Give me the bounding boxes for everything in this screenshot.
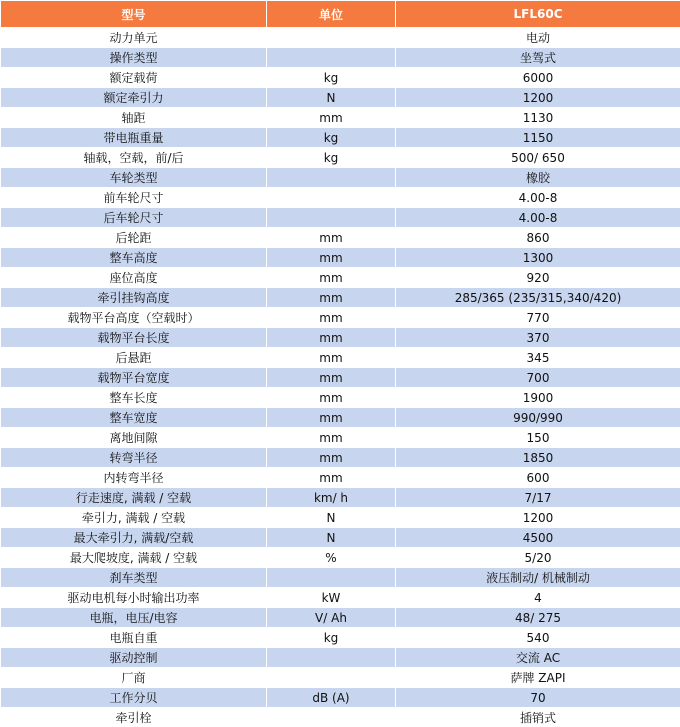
table-row bbox=[1, 628, 680, 648]
row-value-cell: 540 bbox=[396, 628, 680, 648]
row-name-cell: 额定牵引力 bbox=[1, 88, 267, 108]
header-row bbox=[1, 1, 680, 28]
table-row bbox=[1, 568, 680, 588]
table-row bbox=[1, 508, 680, 528]
row-value-cell: 345 bbox=[396, 348, 680, 368]
row-name-cell: 刹车类型 bbox=[1, 568, 267, 588]
row-value-cell: 920 bbox=[396, 268, 680, 288]
row-value-cell: 4500 bbox=[396, 528, 680, 548]
row-unit-cell bbox=[267, 48, 396, 68]
row-name-cell: 工作分贝 bbox=[1, 688, 267, 708]
row-unit-cell: mm bbox=[267, 268, 396, 288]
table-row bbox=[1, 428, 680, 448]
row-name-cell: 牵引力, 满载 / 空载 bbox=[1, 508, 267, 528]
row-unit-cell: % bbox=[267, 548, 396, 568]
table-row bbox=[1, 608, 680, 628]
row-name-cell: 最大爬坡度, 满载 / 空载 bbox=[1, 548, 267, 568]
row-unit-cell: dB (A) bbox=[267, 688, 396, 708]
row-unit-cell: kg bbox=[267, 628, 396, 648]
row-unit-cell: mm bbox=[267, 328, 396, 348]
table-row bbox=[1, 148, 680, 168]
spec-table-body bbox=[1, 28, 680, 727]
row-name-cell: 牵引栓 bbox=[1, 708, 267, 727]
table-row bbox=[1, 168, 680, 188]
table-row bbox=[1, 48, 680, 68]
table-row bbox=[1, 308, 680, 328]
row-value-cell: 150 bbox=[396, 428, 680, 448]
row-name-cell: 整车高度 bbox=[1, 248, 267, 268]
table-row bbox=[1, 408, 680, 428]
row-name-cell: 驱动电机每小时输出功率 bbox=[1, 588, 267, 608]
table-row bbox=[1, 688, 680, 708]
header-unit: 单位 bbox=[267, 1, 396, 28]
row-unit-cell: mm bbox=[267, 408, 396, 428]
row-value-cell: 1150 bbox=[396, 128, 680, 148]
row-unit-cell: mm bbox=[267, 348, 396, 368]
row-value-cell: 370 bbox=[396, 328, 680, 348]
row-unit-cell: mm bbox=[267, 108, 396, 128]
row-value-cell: 4 bbox=[396, 588, 680, 608]
row-unit-cell: mm bbox=[267, 388, 396, 408]
row-name-cell: 牵引挂钩高度 bbox=[1, 288, 267, 308]
row-name-cell: 轴载，空载，前/后 bbox=[1, 148, 267, 168]
row-unit-cell: kW bbox=[267, 588, 396, 608]
row-name-cell: 座位高度 bbox=[1, 268, 267, 288]
row-unit-cell: mm bbox=[267, 448, 396, 468]
row-name-cell: 载物平台高度（空载时） bbox=[1, 308, 267, 328]
row-unit-cell: N bbox=[267, 528, 396, 548]
table-row bbox=[1, 28, 680, 48]
row-name-cell: 动力单元 bbox=[1, 28, 267, 48]
row-name-cell: 整车宽度 bbox=[1, 408, 267, 428]
table-row bbox=[1, 248, 680, 268]
row-value-cell: 1850 bbox=[396, 448, 680, 468]
table-row bbox=[1, 348, 680, 368]
row-name-cell: 载物平台长度 bbox=[1, 328, 267, 348]
row-value-cell: 电动 bbox=[396, 28, 680, 48]
row-value-cell: 770 bbox=[396, 308, 680, 328]
row-value-cell: 285/365 (235/315,340/420) bbox=[396, 288, 680, 308]
table-row bbox=[1, 188, 680, 208]
row-value-cell: 液压制动/ 机械制动 bbox=[396, 568, 680, 588]
spec-table-header bbox=[1, 1, 680, 28]
row-value-cell: 1300 bbox=[396, 248, 680, 268]
row-unit-cell bbox=[267, 188, 396, 208]
table-row bbox=[1, 68, 680, 88]
row-unit-cell bbox=[267, 28, 396, 48]
row-value-cell: 4.00-8 bbox=[396, 188, 680, 208]
row-unit-cell bbox=[267, 708, 396, 727]
row-value-cell: 600 bbox=[396, 468, 680, 488]
row-unit-cell: mm bbox=[267, 248, 396, 268]
table-row bbox=[1, 448, 680, 468]
row-value-cell: 700 bbox=[396, 368, 680, 388]
row-unit-cell: mm bbox=[267, 288, 396, 308]
row-unit-cell bbox=[267, 648, 396, 668]
row-unit-cell: km/ h bbox=[267, 488, 396, 508]
table-row bbox=[1, 528, 680, 548]
row-name-cell: 整车长度 bbox=[1, 388, 267, 408]
row-unit-cell: mm bbox=[267, 468, 396, 488]
row-value-cell: 500/ 650 bbox=[396, 148, 680, 168]
row-name-cell: 轴距 bbox=[1, 108, 267, 128]
row-name-cell: 带电瓶重量 bbox=[1, 128, 267, 148]
table-row bbox=[1, 668, 680, 688]
table-row bbox=[1, 588, 680, 608]
row-value-cell: 1200 bbox=[396, 508, 680, 528]
row-value-cell: 48/ 275 bbox=[396, 608, 680, 628]
row-name-cell: 转弯半径 bbox=[1, 448, 267, 468]
row-name-cell: 后悬距 bbox=[1, 348, 267, 368]
row-name-cell: 电瓶自重 bbox=[1, 628, 267, 648]
row-value-cell: 橡胶 bbox=[396, 168, 680, 188]
row-value-cell: 6000 bbox=[396, 68, 680, 88]
header-value: LFL60C bbox=[396, 1, 680, 28]
row-name-cell: 行走速度, 满载 / 空载 bbox=[1, 488, 267, 508]
row-name-cell: 前车轮尺寸 bbox=[1, 188, 267, 208]
table-row bbox=[1, 368, 680, 388]
row-value-cell: 插销式 bbox=[396, 708, 680, 727]
row-value-cell: 坐驾式 bbox=[396, 48, 680, 68]
row-value-cell: 1130 bbox=[396, 108, 680, 128]
row-name-cell: 厂商 bbox=[1, 668, 267, 688]
row-value-cell: 1200 bbox=[396, 88, 680, 108]
table-row bbox=[1, 128, 680, 148]
table-row bbox=[1, 488, 680, 508]
row-unit-cell: mm bbox=[267, 308, 396, 328]
header-model: 型号 bbox=[1, 1, 267, 28]
row-unit-cell bbox=[267, 208, 396, 228]
table-row bbox=[1, 88, 680, 108]
table-row bbox=[1, 468, 680, 488]
row-unit-cell: kg bbox=[267, 128, 396, 148]
row-unit-cell: V/ Ah bbox=[267, 608, 396, 628]
row-value-cell: 860 bbox=[396, 228, 680, 248]
table-row bbox=[1, 708, 680, 727]
table-row bbox=[1, 328, 680, 348]
row-unit-cell bbox=[267, 668, 396, 688]
table-row bbox=[1, 208, 680, 228]
row-unit-cell: mm bbox=[267, 368, 396, 388]
row-name-cell: 内转弯半径 bbox=[1, 468, 267, 488]
row-value-cell: 萨牌 ZAPI bbox=[396, 668, 680, 688]
row-name-cell: 驱动控制 bbox=[1, 648, 267, 668]
table-row bbox=[1, 288, 680, 308]
row-name-cell: 操作类型 bbox=[1, 48, 267, 68]
table-row bbox=[1, 648, 680, 668]
row-value-cell: 5/20 bbox=[396, 548, 680, 568]
row-value-cell: 990/990 bbox=[396, 408, 680, 428]
row-unit-cell: mm bbox=[267, 428, 396, 448]
table-row bbox=[1, 548, 680, 568]
row-unit-cell: kg bbox=[267, 68, 396, 88]
row-name-cell: 载物平台宽度 bbox=[1, 368, 267, 388]
row-value-cell: 7/17 bbox=[396, 488, 680, 508]
table-row bbox=[1, 228, 680, 248]
row-name-cell: 后轮距 bbox=[1, 228, 267, 248]
row-unit-cell bbox=[267, 168, 396, 188]
table-row bbox=[1, 388, 680, 408]
row-name-cell: 最大牵引力, 满载/空载 bbox=[1, 528, 267, 548]
row-unit-cell bbox=[267, 568, 396, 588]
table-row bbox=[1, 108, 680, 128]
row-name-cell: 额定载荷 bbox=[1, 68, 267, 88]
row-unit-cell: mm bbox=[267, 228, 396, 248]
row-name-cell: 电瓶，电压/电容 bbox=[1, 608, 267, 628]
row-name-cell: 后车轮尺寸 bbox=[1, 208, 267, 228]
row-value-cell: 4.00-8 bbox=[396, 208, 680, 228]
row-name-cell: 车轮类型 bbox=[1, 168, 267, 188]
row-value-cell: 交流 AC bbox=[396, 648, 680, 668]
row-unit-cell: N bbox=[267, 508, 396, 528]
row-value-cell: 1900 bbox=[396, 388, 680, 408]
row-unit-cell: kg bbox=[267, 148, 396, 168]
table-row bbox=[1, 268, 680, 288]
row-unit-cell: N bbox=[267, 88, 396, 108]
row-value-cell: 70 bbox=[396, 688, 680, 708]
row-name-cell: 离地间隙 bbox=[1, 428, 267, 448]
